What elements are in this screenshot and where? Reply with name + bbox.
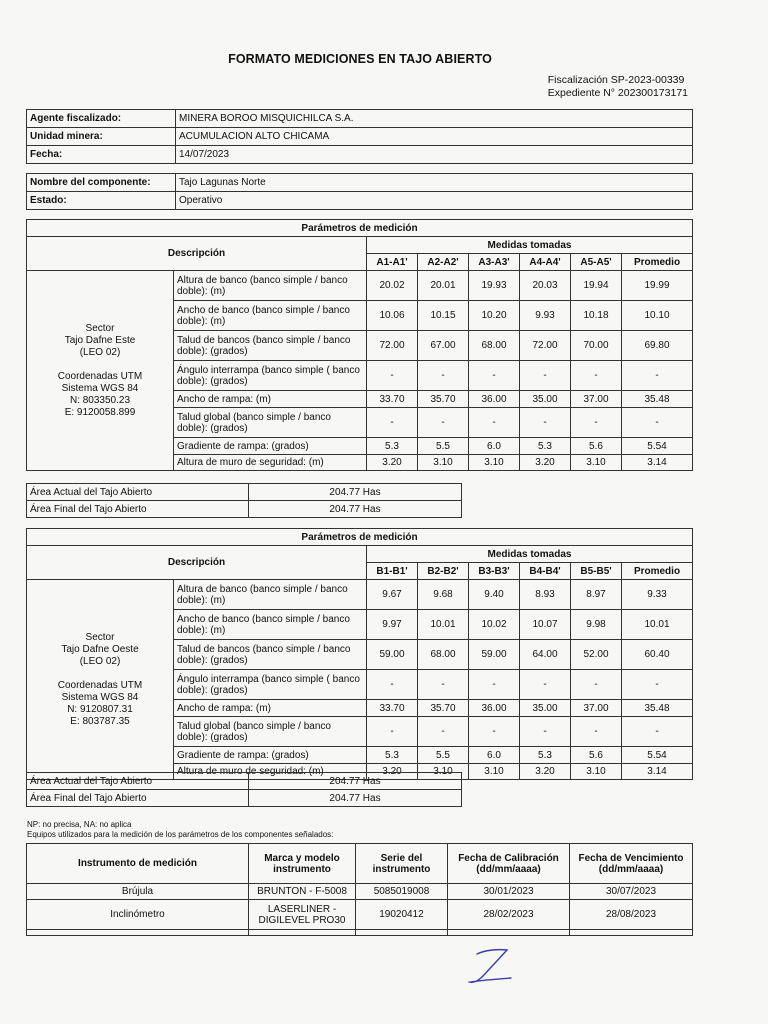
sector-code: (LEO 02) (79, 655, 121, 667)
table-row (27, 884, 693, 900)
measure-cell: 5.6 (571, 747, 622, 764)
measure-cell: 19.94 (571, 271, 622, 301)
description-header: Descripción (27, 546, 367, 580)
info-row (27, 146, 693, 164)
measure-cell: - (418, 361, 469, 391)
sector-name: Tajo Dafne Este (64, 334, 136, 346)
average-cell: 60.40 (622, 640, 693, 670)
parameter-description: Altura de muro de seguridad: (m) (174, 764, 367, 780)
parameters-header: Parámetros de medición (27, 220, 693, 237)
measure-cell: - (469, 408, 520, 438)
measure-cell: 3.20 (520, 455, 571, 471)
measure-cell: 59.00 (469, 640, 520, 670)
parameter-description: Ángulo interrampa (banco simple ( banco doble): (grados) (174, 361, 367, 391)
measure-cell: 10.02 (469, 610, 520, 640)
component-value: Tajo Lagunas Norte (176, 174, 693, 192)
sector-line: Sector (85, 631, 115, 643)
component-table (26, 173, 693, 210)
average-cell: 10.01 (622, 610, 693, 640)
column-header: B3-B3' (469, 563, 520, 580)
measure-cell: 9.98 (571, 610, 622, 640)
measure-cell: 37.00 (571, 700, 622, 717)
average-cell: - (622, 361, 693, 391)
measure-cell: 3.20 (520, 764, 571, 780)
measure-cell: - (469, 361, 520, 391)
fiscalizacion-number: Fiscalización SP-2023-00339 (547, 74, 685, 86)
column-header: Promedio (622, 254, 693, 271)
sector-coord-e: E: 803787.35 (70, 715, 130, 727)
measure-cell: 10.20 (469, 301, 520, 331)
parameter-description: Talud global (banco simple / banco doble): (grados) (174, 717, 367, 747)
area-table-a (26, 483, 462, 518)
column-header: B5-B5' (571, 563, 622, 580)
instrument-header: Instrumento de medición (27, 844, 249, 884)
sector-coords-title: Coordenadas UTM (57, 370, 143, 382)
sector-info (27, 580, 174, 780)
fiscalizacion-block (548, 74, 688, 100)
parameter-description: Ancho de banco (banco simple / banco doble): (m) (174, 610, 367, 640)
measure-cell: 9.40 (469, 580, 520, 610)
average-cell: 5.54 (622, 438, 693, 455)
notes (27, 820, 333, 840)
instruments-table (26, 843, 693, 936)
measure-cell: - (520, 408, 571, 438)
measure-cell: 6.0 (469, 438, 520, 455)
measure-cell: 5.5 (418, 438, 469, 455)
measure-cell: 35.70 (418, 700, 469, 717)
sector-code: (LEO 02) (79, 346, 121, 358)
area-actual-label: Área Actual del Tajo Abierto (27, 484, 249, 501)
column-header: A2-A2' (418, 254, 469, 271)
measure-cell: 3.20 (367, 455, 418, 471)
average-cell: 35.48 (622, 700, 693, 717)
info-label: Agente fiscalizado: (27, 110, 176, 128)
measure-cell: 68.00 (418, 640, 469, 670)
instrument-calibration: 30/01/2023 (448, 884, 570, 900)
parameters-header: Parámetros de medición (27, 529, 693, 546)
instrument-expiry: 30/07/2023 (570, 884, 693, 900)
expediente-number: Expediente N° 202300173171 (547, 87, 688, 99)
measure-cell: - (367, 408, 418, 438)
average-cell: 69.80 (622, 331, 693, 361)
parameter-description: Ancho de rampa: (m) (174, 700, 367, 717)
empty-cell (448, 930, 570, 936)
area-row (27, 501, 462, 518)
measure-cell: 5.3 (520, 747, 571, 764)
measure-cell: - (520, 670, 571, 700)
measure-cell: 52.00 (571, 640, 622, 670)
area-actual-label: Área Actual del Tajo Abierto (27, 773, 249, 790)
measure-cell: 64.00 (520, 640, 571, 670)
info-value: MINERA BOROO MISQUICHILCA S.A. (176, 110, 693, 128)
instrument-expiry: 28/08/2023 (570, 900, 693, 930)
measure-cell: - (367, 361, 418, 391)
column-header: A5-A5' (571, 254, 622, 271)
empty-cell (570, 930, 693, 936)
column-header: A1-A1' (367, 254, 418, 271)
calibration-header: Fecha de Calibración (dd/mm/aaaa) (448, 844, 570, 884)
info-value: 14/07/2023 (176, 146, 693, 164)
parameter-description: Talud de bancos (banco simple / banco doble): (grados) (174, 640, 367, 670)
measure-cell: 3.10 (418, 764, 469, 780)
measure-cell: - (571, 717, 622, 747)
measure-cell: 36.00 (469, 700, 520, 717)
component-row (27, 174, 693, 192)
parameters-table-b (26, 528, 693, 780)
area-final-label: Área Final del Tajo Abierto (27, 501, 249, 518)
medidas-header: Medidas tomadas (367, 546, 693, 563)
measure-cell: 10.06 (367, 301, 418, 331)
measure-cell: 9.68 (418, 580, 469, 610)
measure-cell: - (367, 670, 418, 700)
sector-info (27, 271, 174, 471)
component-row (27, 192, 693, 210)
column-header: B2-B2' (418, 563, 469, 580)
measure-cell: 9.97 (367, 610, 418, 640)
measure-cell: 3.10 (571, 764, 622, 780)
measure-cell: 67.00 (418, 331, 469, 361)
measure-cell: 3.10 (571, 455, 622, 471)
sector-coord-e: E: 9120058.899 (64, 406, 136, 418)
info-label: Unidad minera: (27, 128, 176, 146)
info-value: ACUMULACION ALTO CHICAMA (176, 128, 693, 146)
measure-cell: 33.70 (367, 700, 418, 717)
measure-cell: 5.5 (418, 747, 469, 764)
instruments-header-row (27, 844, 693, 884)
sector-spacer (30, 668, 170, 680)
description-header: Descripción (27, 237, 367, 271)
parameter-description: Altura de banco (banco simple / banco doble): (m) (174, 580, 367, 610)
note-abbreviations: NP: no precisa, NA: no aplica (27, 820, 132, 829)
instrument-brand: LASERLINER - DIGILEVEL PRO30 (249, 900, 356, 930)
average-cell: 19.99 (622, 271, 693, 301)
measure-cell: - (418, 670, 469, 700)
instrument-name: Brújula (27, 884, 249, 900)
measure-cell: 36.00 (469, 391, 520, 408)
measure-cell: - (418, 408, 469, 438)
medidas-header: Medidas tomadas (367, 237, 693, 254)
parameters-table-a (26, 219, 693, 471)
empty-cell (249, 930, 356, 936)
measure-cell: 3.10 (418, 455, 469, 471)
parameter-description: Altura de muro de seguridad: (m) (174, 455, 367, 471)
measure-cell: - (520, 717, 571, 747)
measure-cell: 72.00 (520, 331, 571, 361)
measure-cell: 10.18 (571, 301, 622, 331)
handwritten-initial-signature (463, 946, 523, 986)
average-cell: - (622, 670, 693, 700)
agent-info-table (26, 109, 693, 164)
sector-name: Tajo Dafne Oeste (61, 643, 139, 655)
sector-coords-title: Coordenadas UTM (57, 679, 143, 691)
sector-coord-n: N: 9120807.31 (67, 703, 133, 715)
instrument-brand: BRUNTON - F-5008 (249, 884, 356, 900)
measure-cell: 5.6 (571, 438, 622, 455)
average-cell: - (622, 408, 693, 438)
measure-cell: 8.93 (520, 580, 571, 610)
measure-cell: - (571, 408, 622, 438)
area-final-label: Área Final del Tajo Abierto (27, 790, 249, 807)
measure-cell: 3.10 (469, 455, 520, 471)
parameter-description: Talud global (banco simple / banco doble): (grados) (174, 408, 367, 438)
column-header: B1-B1' (367, 563, 418, 580)
parameter-description: Altura de banco (banco simple / banco doble): (m) (174, 271, 367, 301)
table-row (27, 580, 693, 610)
measure-cell: 10.15 (418, 301, 469, 331)
measure-cell: 35.00 (520, 391, 571, 408)
info-row (27, 128, 693, 146)
measure-cell: 70.00 (571, 331, 622, 361)
average-cell: - (622, 717, 693, 747)
instrument-name: Inclinómetro (27, 900, 249, 930)
measure-cell: 19.93 (469, 271, 520, 301)
parameter-description: Talud de bancos (banco simple / banco doble): (grados) (174, 331, 367, 361)
measure-cell: - (571, 361, 622, 391)
measure-cell: 68.00 (469, 331, 520, 361)
measure-cell: 59.00 (367, 640, 418, 670)
measure-cell: 35.70 (418, 391, 469, 408)
measure-cell: 37.00 (571, 391, 622, 408)
area-row (27, 773, 462, 790)
area-actual-value: 204.77 Has (249, 773, 462, 790)
average-cell: 3.14 (622, 764, 693, 780)
serial-header: Serie del instrumento (356, 844, 448, 884)
measure-cell: 9.93 (520, 301, 571, 331)
brand-header: Marca y modelo instrumento (249, 844, 356, 884)
measure-cell: 10.01 (418, 610, 469, 640)
parameter-description: Ángulo interrampa (banco simple ( banco doble): (grados) (174, 670, 367, 700)
area-table-b (26, 772, 462, 807)
measure-cell: 8.97 (571, 580, 622, 610)
average-cell: 9.33 (622, 580, 693, 610)
measure-cell: 72.00 (367, 331, 418, 361)
measure-cell: 5.3 (367, 438, 418, 455)
measure-cell: 33.70 (367, 391, 418, 408)
average-cell: 35.48 (622, 391, 693, 408)
measure-cell: 9.67 (367, 580, 418, 610)
document-title: FORMATO MEDICIONES EN TAJO ABIERTO (228, 52, 492, 66)
sector-coord-n: N: 803350.23 (69, 394, 131, 406)
sector-coords-system: Sistema WGS 84 (61, 691, 139, 703)
measure-cell: 6.0 (469, 747, 520, 764)
sector-spacer (30, 359, 170, 371)
component-label: Estado: (27, 192, 176, 210)
note-equipment: Equipos utilizados para la medición de los parámetros de los componentes señalados: (27, 830, 334, 839)
instrument-calibration: 28/02/2023 (448, 900, 570, 930)
average-cell: 3.14 (622, 455, 693, 471)
column-header: A3-A3' (469, 254, 520, 271)
instrument-serial: 19020412 (356, 900, 448, 930)
measure-cell: 3.20 (367, 764, 418, 780)
parameter-description: Ancho de banco (banco simple / banco doble): (m) (174, 301, 367, 331)
measure-cell: 3.10 (469, 764, 520, 780)
measure-cell: 35.00 (520, 700, 571, 717)
column-header: A4-A4' (520, 254, 571, 271)
measure-cell: 5.3 (367, 747, 418, 764)
area-actual-value: 204.77 Has (249, 484, 462, 501)
measure-cell: 20.02 (367, 271, 418, 301)
area-row (27, 790, 462, 807)
area-final-value: 204.77 Has (249, 501, 462, 518)
area-final-value: 204.77 Has (249, 790, 462, 807)
table-row (27, 271, 693, 301)
measure-cell: 10.07 (520, 610, 571, 640)
info-row (27, 110, 693, 128)
measure-cell: - (520, 361, 571, 391)
column-header: B4-B4' (520, 563, 571, 580)
table-row-empty (27, 930, 693, 936)
area-row (27, 484, 462, 501)
component-label: Nombre del componente: (27, 174, 176, 192)
measure-cell: - (367, 717, 418, 747)
average-cell: 10.10 (622, 301, 693, 331)
measure-cell: - (469, 717, 520, 747)
instrument-serial: 5085019008 (356, 884, 448, 900)
empty-cell (27, 930, 249, 936)
parameter-description: Ancho de rampa: (m) (174, 391, 367, 408)
column-header: Promedio (622, 563, 693, 580)
info-label: Fecha: (27, 146, 176, 164)
measure-cell: - (418, 717, 469, 747)
measure-cell: - (469, 670, 520, 700)
measure-cell: 5.3 (520, 438, 571, 455)
parameter-description: Gradiente de rampa: (grados) (174, 438, 367, 455)
parameter-description: Gradiente de rampa: (grados) (174, 747, 367, 764)
average-cell: 5.54 (622, 747, 693, 764)
sector-line: Sector (85, 322, 115, 334)
table-row (27, 900, 693, 930)
expiry-header: Fecha de Vencimiento (dd/mm/aaaa) (570, 844, 693, 884)
empty-cell (356, 930, 448, 936)
component-value: Operativo (176, 192, 693, 210)
measure-cell: 20.03 (520, 271, 571, 301)
measure-cell: 20.01 (418, 271, 469, 301)
measure-cell: - (571, 670, 622, 700)
sector-coords-system: Sistema WGS 84 (61, 382, 139, 394)
